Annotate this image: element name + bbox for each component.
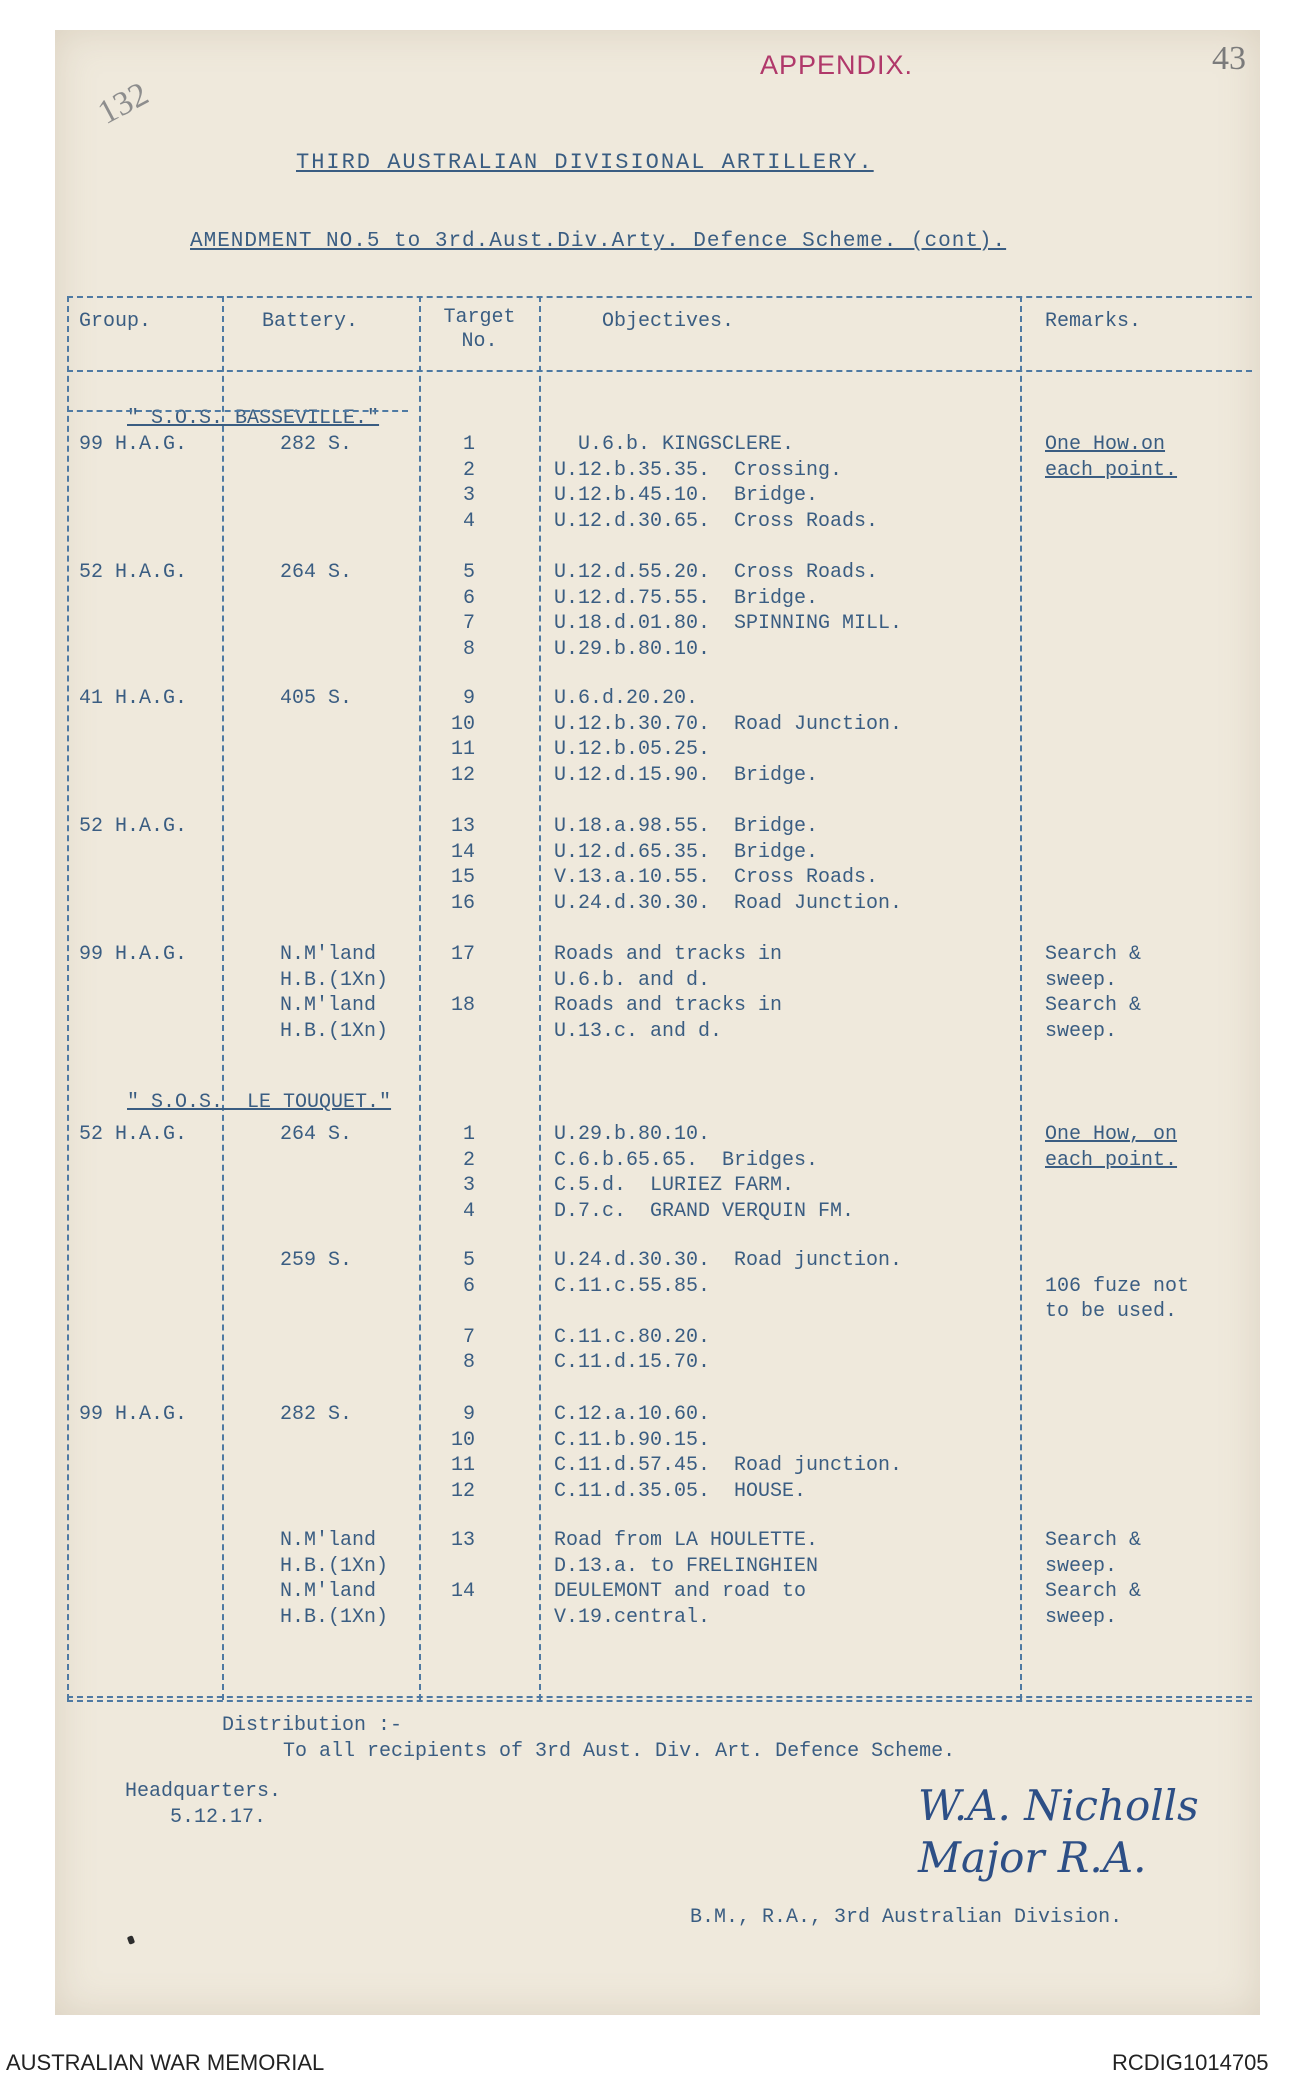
- table-bottom-rule-2: [67, 1700, 1252, 1702]
- row-targets: 1 2 3 4: [463, 433, 476, 533]
- row-objectives: U.12.d.55.20. Cross Roads. U.12.d.75.55. Bridge. U.18.d.01.80. SPINNING MILL. U.29.b.80.10.: [554, 561, 903, 661]
- row-remarks: One How, on each point.: [1045, 1123, 1178, 1172]
- row-objectives: Roads and tracks in U.6.b. and d. Roads and tracks in U.13.c. and d.: [554, 943, 783, 1043]
- section-heading-text: " S.O.S. BASSEVILLE.": [127, 407, 380, 430]
- row-remarks: Search & sweep. Search & sweep.: [1045, 943, 1142, 1043]
- distribution-text: To all recipients of 3rd Aust. Div. Art. Defence Scheme.: [283, 1740, 956, 1763]
- row-group: 52 H.A.G.: [79, 561, 188, 584]
- row-battery: N.M'land H.B.(1Xn) N.M'land H.B.(1Xn): [280, 1529, 389, 1629]
- row-objectives: Road from LA HOULETTE. D.13.a. to FRELINGHIEN DEULEMONT and road to V.19.central.: [554, 1529, 819, 1629]
- pencil-folio-number: 132: [92, 75, 155, 132]
- row-objectives: U.24.d.30.30. Road junction. C.11.c.55.85. C.11.c.80.20. C.11.d.15.70.: [554, 1249, 903, 1375]
- row-targets: 1 2 3 4: [463, 1123, 476, 1223]
- section-heading-text: " S.O.S. LE TOUQUET.": [127, 1091, 392, 1114]
- row-targets: 9 10 11 12: [451, 1403, 476, 1503]
- archive-caption-right: RCDIG1014705: [1112, 2050, 1269, 2075]
- table-top-rule: [67, 296, 1252, 298]
- row-group: 52 H.A.G.: [79, 1123, 188, 1146]
- row-battery: 264 S.: [280, 561, 353, 584]
- table-bottom-rule: [67, 1696, 1252, 1698]
- row-group: 99 H.A.G.: [79, 433, 188, 456]
- header-group: Group.: [79, 310, 152, 333]
- document-title: THIRD AUSTRALIAN DIVISIONAL ARTILLERY.: [296, 150, 874, 175]
- col-rule-left: [67, 296, 69, 1700]
- row-objectives: U.6.d.20.20. U.12.b.30.70. Road Junction. U.12.b.05.25. U.12.d.15.90. Bridge.: [554, 687, 903, 787]
- row-battery: 264 S.: [280, 1123, 353, 1146]
- row-battery: 282 S.: [280, 1403, 353, 1426]
- row-group: 99 H.A.G.: [79, 1403, 188, 1426]
- row-group: 41 H.A.G.: [79, 687, 188, 710]
- headquarters-label: Headquarters.: [125, 1780, 282, 1803]
- row-remarks: 106 fuze not to be used.: [1045, 1274, 1190, 1324]
- header-objectives: Objectives.: [602, 310, 735, 333]
- row-objectives: U.29.b.80.10. C.6.b.65.65. Bridges. C.5.d. LURIEZ FARM. D.7.c. GRAND VERQUIN FM.: [554, 1123, 855, 1223]
- col-rule-battery: [419, 296, 421, 1700]
- distribution-label: Distribution :-: [222, 1714, 403, 1737]
- row-group: 52 H.A.G.: [79, 815, 188, 838]
- appendix-stamp: APPENDIX.: [760, 50, 914, 80]
- col-rule-target: [539, 296, 541, 1700]
- header-rule: [67, 370, 1252, 372]
- row-targets: 5 6 7 8: [463, 1249, 476, 1375]
- handwritten-signature: W.A. Nicholls Major R.A.: [918, 1781, 1199, 1882]
- archive-caption-left: AUSTRALIAN WAR MEMORIAL: [6, 2050, 325, 2075]
- header-target: Target No.: [443, 306, 516, 353]
- header-remarks: Remarks.: [1045, 310, 1142, 333]
- row-group: 99 H.A.G.: [79, 943, 188, 966]
- row-battery: N.M'land H.B.(1Xn) N.M'land H.B.(1Xn): [280, 943, 389, 1043]
- section-basseville-rule: [67, 410, 408, 412]
- document-subtitle: AMENDMENT NO.5 to 3rd.Aust.Div.Arty. Defence Scheme. (cont).: [190, 230, 1007, 253]
- row-objectives: U.6.b. KINGSCLERE. U.12.b.35.35. Crossing. U.12.b.45.10. Bridge. U.12.d.30.65. Cross Roads.: [554, 433, 879, 533]
- col-rule-group: [222, 296, 224, 1700]
- row-targets: 9 10 11 12: [451, 687, 476, 787]
- row-objectives: U.18.a.98.55. Bridge. U.12.d.65.35. Bridge. V.13.a.10.55. Cross Roads. U.24.d.30.30. Road Junction.: [554, 815, 903, 915]
- row-battery: 282 S.: [280, 433, 353, 456]
- row-targets: 13 14: [451, 1529, 476, 1604]
- col-rule-objectives: [1020, 296, 1022, 1700]
- row-targets: 13 14 15 16: [451, 815, 476, 915]
- row-objectives: C.12.a.10.60. C.11.b.90.15. C.11.d.57.45. Road junction. C.11.d.35.05. HOUSE.: [554, 1403, 903, 1503]
- row-battery: 405 S.: [280, 687, 353, 710]
- row-remarks: Search & sweep. Search & sweep.: [1045, 1529, 1142, 1629]
- sign-off-line: B.M., R.A., 3rd Australian Division.: [690, 1906, 1123, 1929]
- row-targets: 17 18: [451, 943, 476, 1018]
- page-number: 43: [1212, 40, 1246, 77]
- row-battery: 259 S.: [280, 1249, 353, 1272]
- headquarters-date: 5.12.17.: [170, 1806, 267, 1829]
- row-targets: 5 6 7 8: [463, 561, 476, 661]
- header-battery: Battery.: [262, 310, 359, 333]
- targets-table: [67, 296, 1252, 1704]
- row-remarks: One How.on each point.: [1045, 433, 1178, 482]
